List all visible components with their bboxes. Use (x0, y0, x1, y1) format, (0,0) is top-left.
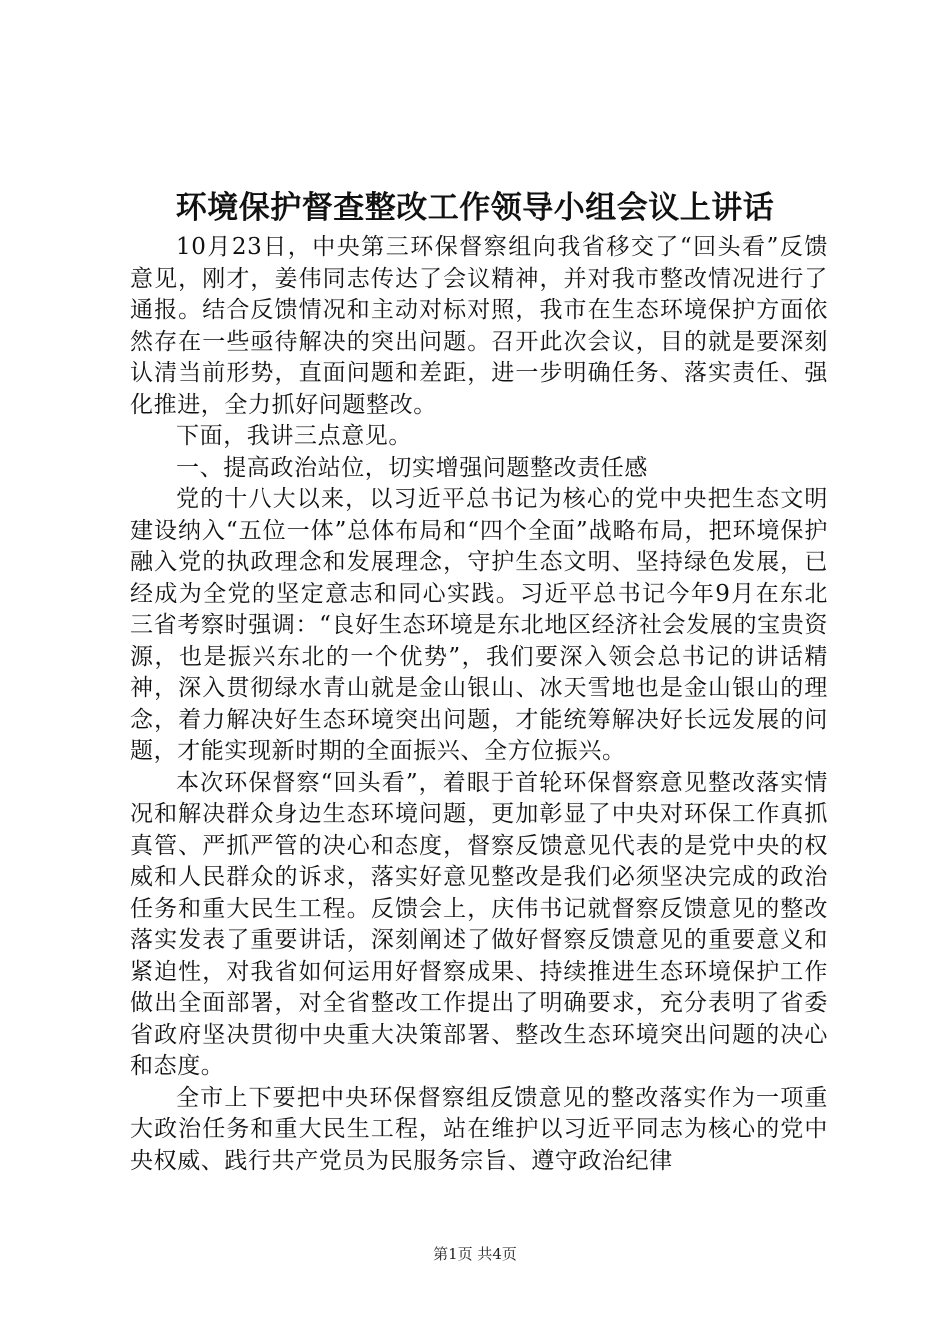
section-heading-1: 一、提高政治站位，切实增强问题整改责任感 (176, 454, 648, 481)
paragraph-intro: 10月23日，中央第三环保督察组向我省移交了“回头看”反馈意见，刚才，姜伟同志传达了会议精神，并对我市整改情况进行了通报。结合反馈情况和主动对标对照，我市在生态环境保护方面依然存在一些亟待解决的突出问题。召开此次会议，目的就是要深刻认清当前形势，直面问题和差距，进一步明确任务、落实责任、强化推进，全力抓好问题整改。 (130, 234, 828, 418)
document-body (130, 232, 828, 1177)
paragraph-party-congress: 党的十八大以来，以习近平总书记为核心的党中央把生态文明建设纳入“五位一体”总体布局和“四个全面”战略布局，把环境保护融入党的执政理念和发展理念，守护生态文明、坚持绿色发展，已经成为全党的坚定意志和同心实践。习近平总书记今年9月在东北三省考察时强调：“良好生态环境是东北地区经济社会发展的宝贵资源，也是振兴东北的一个优势”，我们要深入领会总书记的讲话精神，深入贯彻绿水青山就是金山银山、冰天雪地也是金山银山的理念，着力解决好生态环境突出问题，才能统筹解决好长远发展的问题，才能实现新时期的全面振兴、全方位振兴。 (130, 486, 828, 764)
document-title: 环境保护督查整改工作领导小组会议上讲话 (175, 190, 775, 226)
page-footer: 第1页 共4页 (433, 1245, 517, 1263)
paragraph-transition: 下面，我讲三点意见。 (176, 423, 412, 449)
paragraph-inspection: 本次环保督察“回头看”，着眼于首轮环保督察意见整改落实情况和解决群众身边生态环境问题，更加彰显了中央对环保工作真抓真管、严抓严管的决心和态度，督察反馈意见代表的是党中央的权威和人民群众的诉求，落实好意见整改是我们必须坚决完成的政治任务和重大民生工程。反馈会上，庆伟书记就督察反馈意见的整改落实发表了重要讲话，深刻阐述了做好督察反馈意见的重要意义和紧迫性，对我省如何运用好督察成果、持续推进生态环境保护工作做出全面部署，对全省整改工作提出了明确要求，充分表明了省委省政府坚决贯彻中央重大决策部署、整改生态环境突出问题的决心和态度。 (130, 769, 828, 1079)
paragraph-city-wide: 全市上下要把中央环保督察组反馈意见的整改落实作为一项重大政治任务和重大民生工程，站在维护以习近平同志为核心的党中央权威、践行共产党员为民服务宗旨、遵守政治纪律 (130, 1084, 828, 1174)
